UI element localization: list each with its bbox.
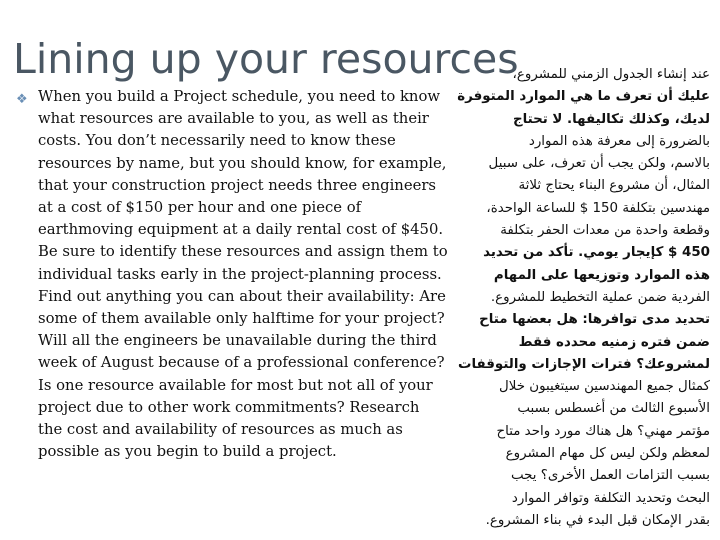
arabic-line: البحث وتحديد التكلفة وتوافر الموارد — [511, 490, 710, 506]
slide-title: Lining up your resources — [13, 35, 519, 83]
arabic-line: لديك، وكذلك تكاليفها. لا تحتاج — [512, 111, 710, 127]
body-arabic — [440, 64, 710, 532]
arabic-line: بسبب التزامات العمل الأخرى؟ يجب — [511, 468, 710, 484]
arabic-line: مهندسين بتكلفة 150 $ للساعة الواحدة، — [486, 200, 710, 216]
arabic-line: مؤتمر مهني؟ هل هناك مورد واحد متاح — [496, 423, 710, 439]
body-english — [38, 86, 448, 463]
arabic-line: الأسبوع الثالث من أغسطس بسبب — [517, 401, 710, 417]
leaf-bullet-icon: ❖ — [16, 92, 28, 107]
arabic-line: لمعظم ولكن ليس كل مهام المشروع — [505, 446, 710, 462]
arabic-line: ضمن فتره زمنيه محدده فقط — [518, 334, 710, 350]
arabic-line: المثال، أن مشروع البناء يحتاج ثلاثة — [518, 178, 710, 194]
arabic-line: عليك أن تعرف ما هي الموارد المتوفرة — [457, 89, 710, 105]
arabic-line: بالاسم، ولكن يجب أن تعرف، على سبيل — [488, 156, 710, 172]
arabic-line: تحديد مدى توافرها: هل بعضها متاح — [479, 312, 710, 328]
arabic-line: وقطعة واحدة من معدات الحفر بتكلفة — [500, 223, 710, 239]
arabic-line: لمشروعك؟ فترات الإجازات والتوقفات — [458, 356, 710, 372]
arabic-line: 450 $ كإيجار يومي. تأكد من تحديد — [483, 245, 710, 261]
arabic-line: بقدر الإمكان قبل البدء في بناء المشروع. — [485, 512, 710, 528]
arabic-line: الفردية ضمن عملية التخطيط للمشروع. — [490, 289, 710, 305]
body-english-paragraph: When you build a Project schedule, you need to know what resources are available to you, as well as their costs. You don’t necessarily need to know these resources by name, but you should know, for example, that your construction project needs three engineers at a cost of $150 per hour and one piece of earthmoving equipment at a daily rental cost of $450. Be sure to identify these resources and assign them to individual tasks early in the project-planning process. Find out anything you can about their availability: Are some of them available only halftime for your project? Will all the engineers be unavailable during the third week of August because of a professional conference? Is one resource available for most but not all of your project due to other work commitments? Research the cost and availability of resources as much as possible as you begin to build a project. — [38, 88, 448, 461]
arabic-line: هذه الموارد وتوزيعها على المهام — [493, 267, 710, 283]
arabic-line: بالضرورة إلى معرفة هذه الموارد — [528, 133, 710, 149]
arabic-line: عند إنشاء الجدول الزمني للمشروع، — [512, 67, 710, 82]
arabic-line: كمثال جميع المهندسين سيتغيبون خلال — [498, 379, 710, 395]
